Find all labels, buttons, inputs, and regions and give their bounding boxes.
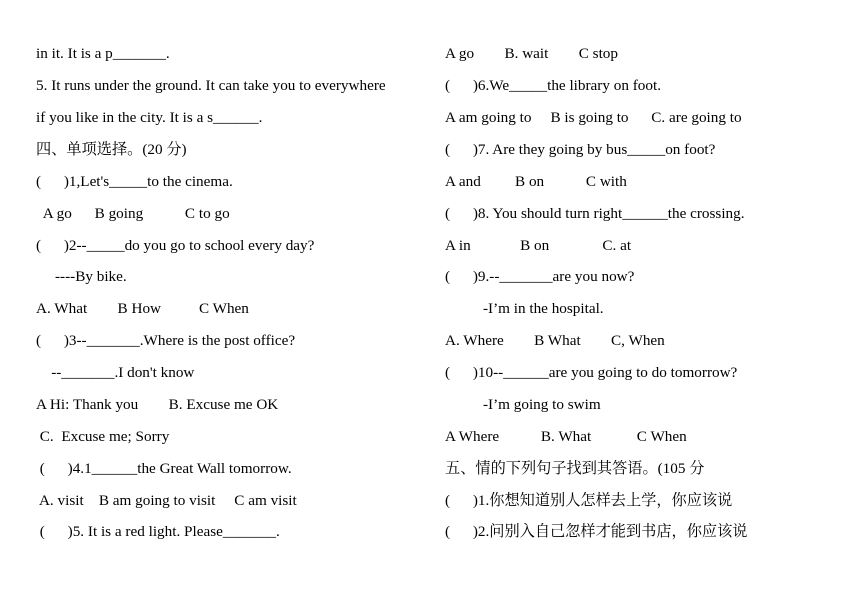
question-line: ( )9.--_______are you now? (445, 268, 635, 285)
question-line: ( )2.问别入自己忽样才能到书店，你应该说 (445, 523, 748, 540)
question-line: ( )1,Let's_____to the cinema. (36, 173, 233, 190)
question-line: ( )7. Are they going by bus_____on foot? (445, 141, 716, 158)
options-line: C. Excuse me; Sorry (36, 428, 170, 445)
options-line: A in B on C. at (445, 237, 632, 254)
text-line: -I’m in the hospital. (445, 300, 604, 317)
question-line: ( )6.We_____the library on foot. (445, 77, 661, 94)
options-line: A and B on C with (445, 173, 627, 190)
text-line: --_______.I don't know (36, 364, 195, 381)
options-line: A am going to B is going to C. are going to (445, 109, 742, 126)
question-line: ( )2--_____do you go to school every day? (36, 237, 315, 254)
options-line: A go B going C to go (36, 205, 230, 222)
question-line: ( )5. It is a red light. Please_______. (36, 523, 280, 540)
options-line: A. What B How C When (36, 300, 249, 317)
question-line: ( )3--_______.Where is the post office? (36, 332, 296, 349)
options-line: A. Where B What C, When (445, 332, 665, 349)
text-line: in it. It is a p_______. (36, 45, 170, 62)
section-heading: 五、情的下列句子找到其答语。(105 分 (445, 460, 705, 477)
options-line: A Where B. What C When (445, 428, 687, 445)
question-line: ( )4.1______the Great Wall tomorrow. (36, 460, 292, 477)
text-line: if you like in the city. It is a s______. (36, 109, 263, 126)
section-heading: 四、单项选择。(20 分) (36, 141, 187, 158)
options-line: A Hi: Thank you B. Excuse me OK (36, 396, 279, 413)
options-line: A. visit B am going to visit C am visit (36, 492, 297, 509)
text-line: -I’m going to swim (445, 396, 601, 413)
options-line: A go B. wait C stop (445, 45, 618, 62)
question-line: ( )10--______are you going to do tomorrow? (445, 364, 738, 381)
question-line: ( )8. You should turn right______the crossing. (445, 205, 745, 222)
question-line: ( )1.你想知道别人怎样去上学，你应该说 (445, 492, 733, 509)
text-line: ----By bike. (36, 268, 127, 285)
text-line: 5. It runs under the ground. It can take you to everywhere (36, 77, 386, 94)
